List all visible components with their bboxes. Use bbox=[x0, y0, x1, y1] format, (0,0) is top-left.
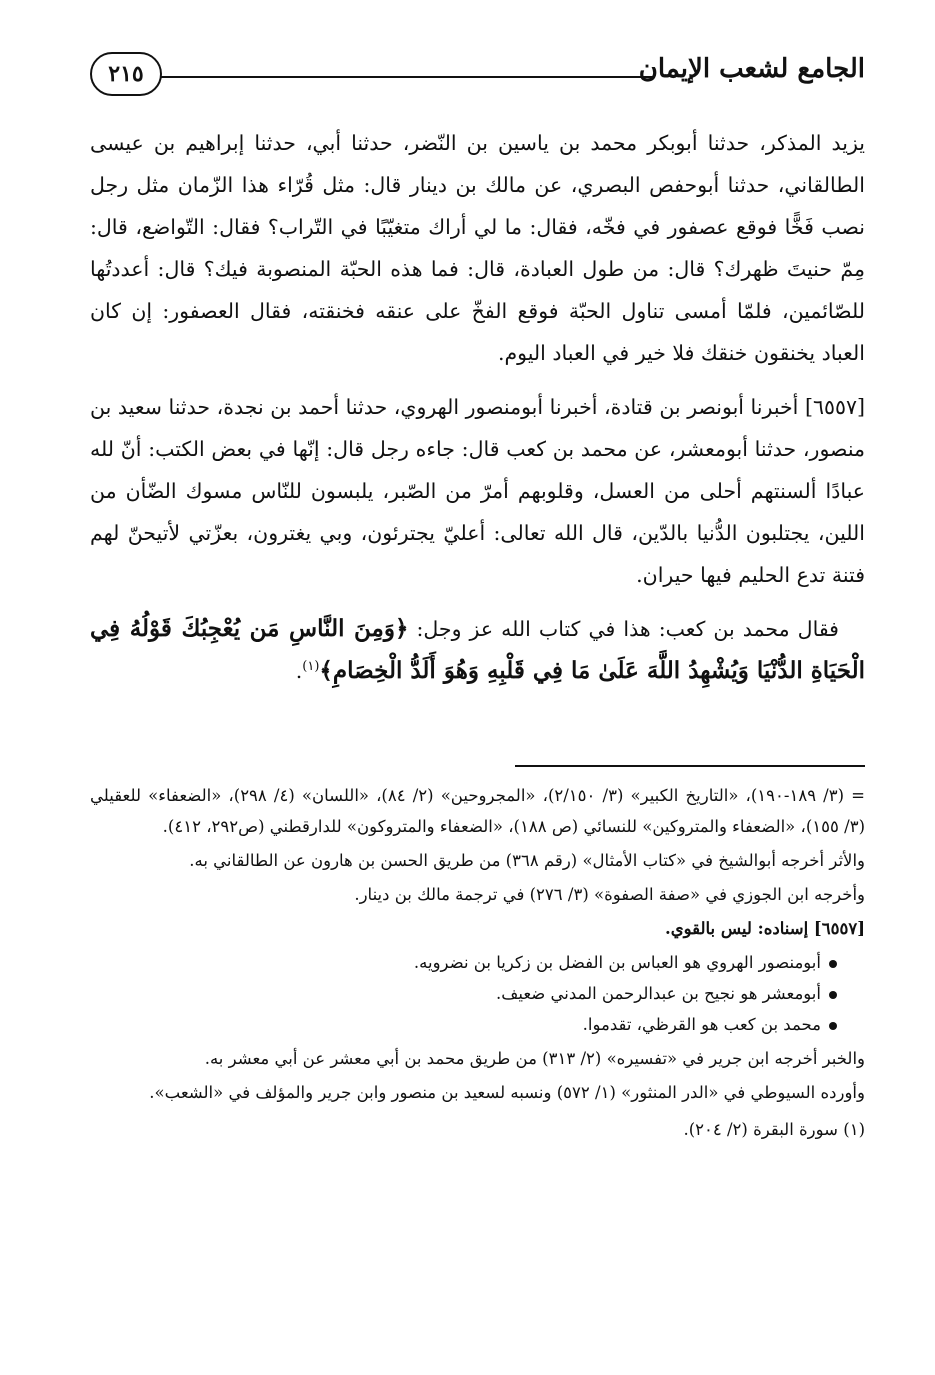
list-item: أبومعشر هو نجيح بن عبدالرحمن المدني ضعيف. bbox=[90, 978, 837, 1009]
footnote-separator bbox=[515, 765, 865, 767]
page-number-badge: ٢١٥ bbox=[90, 52, 162, 96]
notes-section bbox=[90, 780, 865, 1148]
bullet-icon bbox=[829, 960, 837, 968]
quote-end: . bbox=[295, 659, 303, 683]
paragraph-malik-narration: يزيد المذكر، حدثنا أبوبكر محمد بن ياسين بن النّضر، حدثنا أبي، حدثنا إبراهيم بن عيسى الطالقاني، حدثنا أبوحفص البصري، عن مالك بن دينار قال: مثل قُرّاء هذا الزّمان مثل رجل نصب فَخًّا فوقع عصفور في فخّه، فقال: ما لي أراك متغيّبًا في التّراب؟ فقال: التّواضع، قال: مِمّ حنيتَ ظهرك؟ قال: من طول العبادة، قال: فما هذه الحبّة المنصوبة فيك؟ قال: أعددتُها للصّائمين، فلمّا أمسى تناول الحبّة فوقع الفخّ على عنقه فخنقته، فقال العصفور: إن كان العباد يخنقون خنقك فلا خير في العباد اليوم. bbox=[90, 131, 865, 365]
paragraph-hadith-6557: [٦٥٥٧] أخبرنا أبونصر بن قتادة، أخبرنا أبومنصور الهروي، حدثنا أحمد بن نجدة، حدثنا سعيد بن منصور، حدثنا أبومعشر، عن محمد بن كعب قال: جاءه رجل قال: إنّها في بعض الكتب: أنّ لله عبادًا ألسنتهم أحلى من العسل، وقلوبهم أمرّ من الصّبر، يلبسون للنّاس مسوك الضّأن من اللين، يجتلبون الدُّنيا بالدّين، قال الله تعالى: أعليّ يجترئون، وبي يغترون، بعزّتي لأتيحنّ لهم فتنة تدع الحليم فيها حيران. bbox=[90, 395, 865, 587]
footnote-1: (١) سورة البقرة (٢/ ٢٠٤). bbox=[683, 1120, 865, 1139]
note-sources-continued: = (٣/ ١٨٩-١٩٠)، «التاريخ الكبير» (٣/ ٢/١٥٠)، «المجروحين» (٢/ ٨٤)، «اللسان» (٤/ ٢٩٨)، «الضعفاء» للعقيلي (٣/ ١٥٥)، «الضعفاء والمتروكين» للنسائي (ص ١٨٨)، «الضعفاء والمتروكون» للدارقطني (ص٢٩٢، ٤١٢). bbox=[90, 786, 865, 836]
narrator-list bbox=[90, 947, 865, 1040]
note-ibn-jarir: والخبر أخرجه ابن جرير في «تفسيره» (٢/ ٣١٣) من طريق محمد بن أبي معشر عن أبي معشر به. bbox=[204, 1049, 865, 1068]
book-title: الجامع لشعب الإيمان bbox=[638, 54, 865, 84]
main-text bbox=[90, 122, 865, 692]
list-item: أبومنصور الهروي هو العباس بن الفضل بن زكريا بن نضرويه. bbox=[90, 947, 837, 978]
page-header bbox=[90, 48, 865, 104]
quran-verse: ﴿وَمِنَ النَّاسِ مَن يُعْجِبُكَ قَوْلُهُ فِي الْحَيَاةِ الدُّنْيَا وَيُشْهِدُ اللَّهَ عَلَىٰ مَا فِي قَلْبِهِ وَهُوَ أَلَدُّ الْخِصَامِ﴾ bbox=[90, 615, 865, 684]
note-ibn-jawzi: وأخرجه ابن الجوزي في «صفة الصفوة» (٣/ ٢٧٦) في ترجمة مالك بن دينار. bbox=[354, 885, 865, 904]
note-isnad-heading: [٦٥٥٧] إسناده: ليس بالقوي. bbox=[664, 919, 865, 938]
bullet-icon bbox=[829, 991, 837, 999]
note-abu-shaykh: والأثر أخرجه أبوالشيخ في «كتاب الأمثال» (رقم ٣٦٨) من طريق الحسن بن هارون عن الطالقاني به. bbox=[189, 851, 865, 870]
header-rule bbox=[160, 76, 653, 78]
note-suyuti: وأورده السيوطي في «الدر المنثور» (١/ ٥٧٢) ونسبه لسعيد بن منصور وابن جرير والمؤلف في «الشعب». bbox=[149, 1083, 865, 1102]
bullet-icon bbox=[829, 1022, 837, 1030]
paragraph-quran-quote bbox=[90, 608, 865, 692]
list-item: محمد بن كعب هو القرظي، تقدموا. bbox=[90, 1009, 837, 1040]
footnote-marker: (١) bbox=[302, 659, 320, 675]
quote-intro: فقال محمد بن كعب: هذا في كتاب الله عز وجل: bbox=[416, 617, 839, 641]
